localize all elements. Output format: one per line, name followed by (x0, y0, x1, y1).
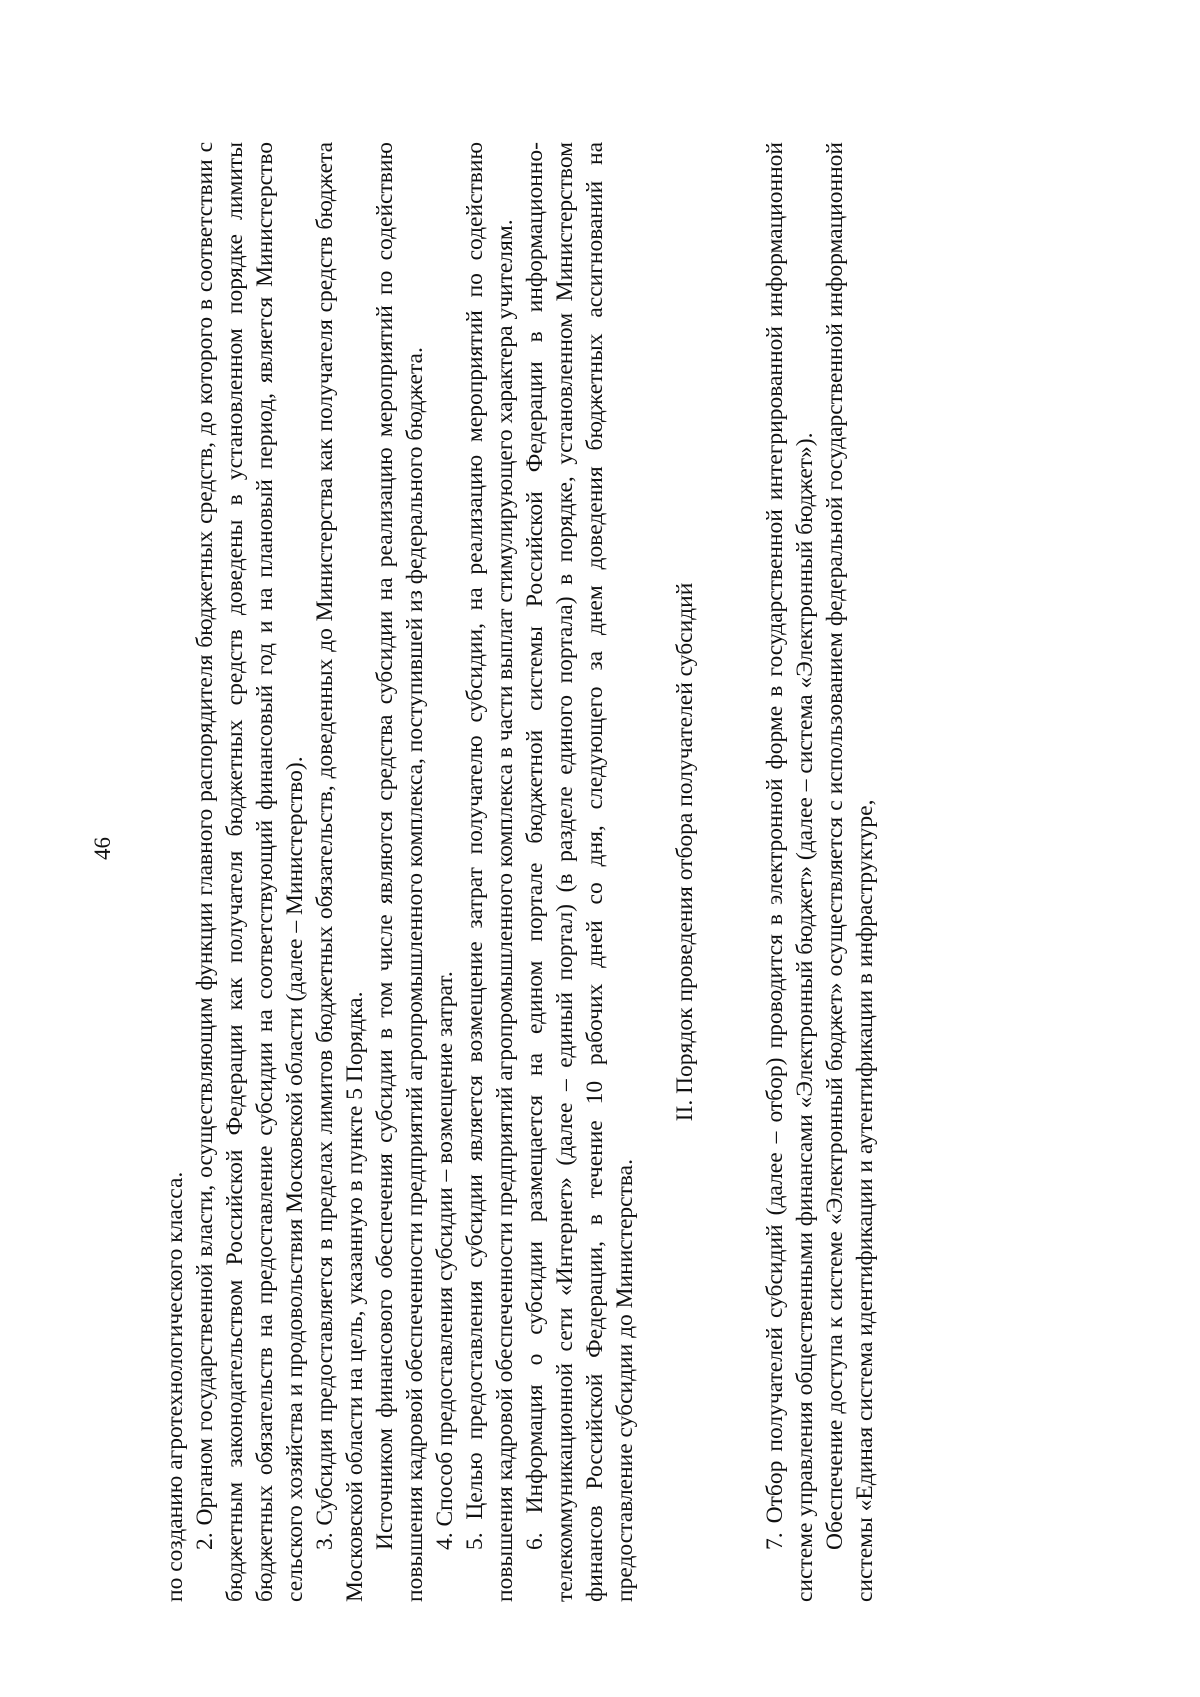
paragraph-0: по созданию агротехнологического класса. (162, 1171, 188, 1602)
paragraph-7: 7. Отбор получателей субсидий (далее – отбор) проводится в электронной форме в государственной интегрированной информационной системе управления общественными финансами «Электронный бюджет» (далее – система «Электронный бюджет»). (762, 142, 818, 1602)
paragraph-1: 2. Органом государственной власти, осуществляющим функции главного распорядителя бюджетных средств, до которого в соответствии с бюджетным законодательством Российской Федерации как получателя бюджетных средств доведены в установленном порядке лимиты бюджетных обязательств на предоставление субсидии на соответствующий финансовый год и на плановый период, является Министерство сельского хозяйства и продовольствия Московской области (далее – Министерство). (192, 142, 308, 1602)
page-number: 46 (90, 837, 115, 860)
paragraph-5: 5. Целью предоставления субсидии является возмещение затрат получателю субсидии, на реализацию мероприятий по содействию повышения кадровой обеспеченности предприятий агропромышленного комплекса в части выплат стимулирующего характера учителям. (462, 142, 518, 1602)
paragraph-3: Источником финансового обеспечения субсидии в том числе являются средства субсидии на реализацию мероприятий по содействию повышения кадровой обеспеченности предприятий агропромышленного комплекса, поступившей из федерального бюджета. (372, 142, 428, 1602)
paragraph-6: 6. Информация о субсидии размещается на едином портале бюджетной системы Российской Федерации в информационно-телекоммуникационной сети «Интернет» (далее – единый портал) (в разделе единого портала) в порядке, установленном Министерством финансов Российской Федерации, в течение 10 рабочих дней со дня, следующего за днем доведения бюджетных ассигнований на предоставление субсидии до Министерства. (522, 142, 638, 1602)
paragraph-4: 4. Способ предоставления субсидии – возмещение затрат. (432, 971, 458, 1550)
paragraph-8: Обеспечение доступа к системе «Электронный бюджет» осуществляется с использованием федеральной государственной информационной системы «Единая система идентификации и аутентификации в инфраструктуре, (822, 142, 878, 1602)
paragraph-2: 3. Субсидия предоставляется в пределах лимитов бюджетных обязательств, доведенных до Министерства как получателя средств бюджета Московской области на цель, указанную в пункте 5 Порядка. (312, 142, 368, 1602)
section-heading: II. Порядок проведения отбора получателей субсидий (672, 582, 698, 1122)
document-body (160, 142, 880, 1602)
